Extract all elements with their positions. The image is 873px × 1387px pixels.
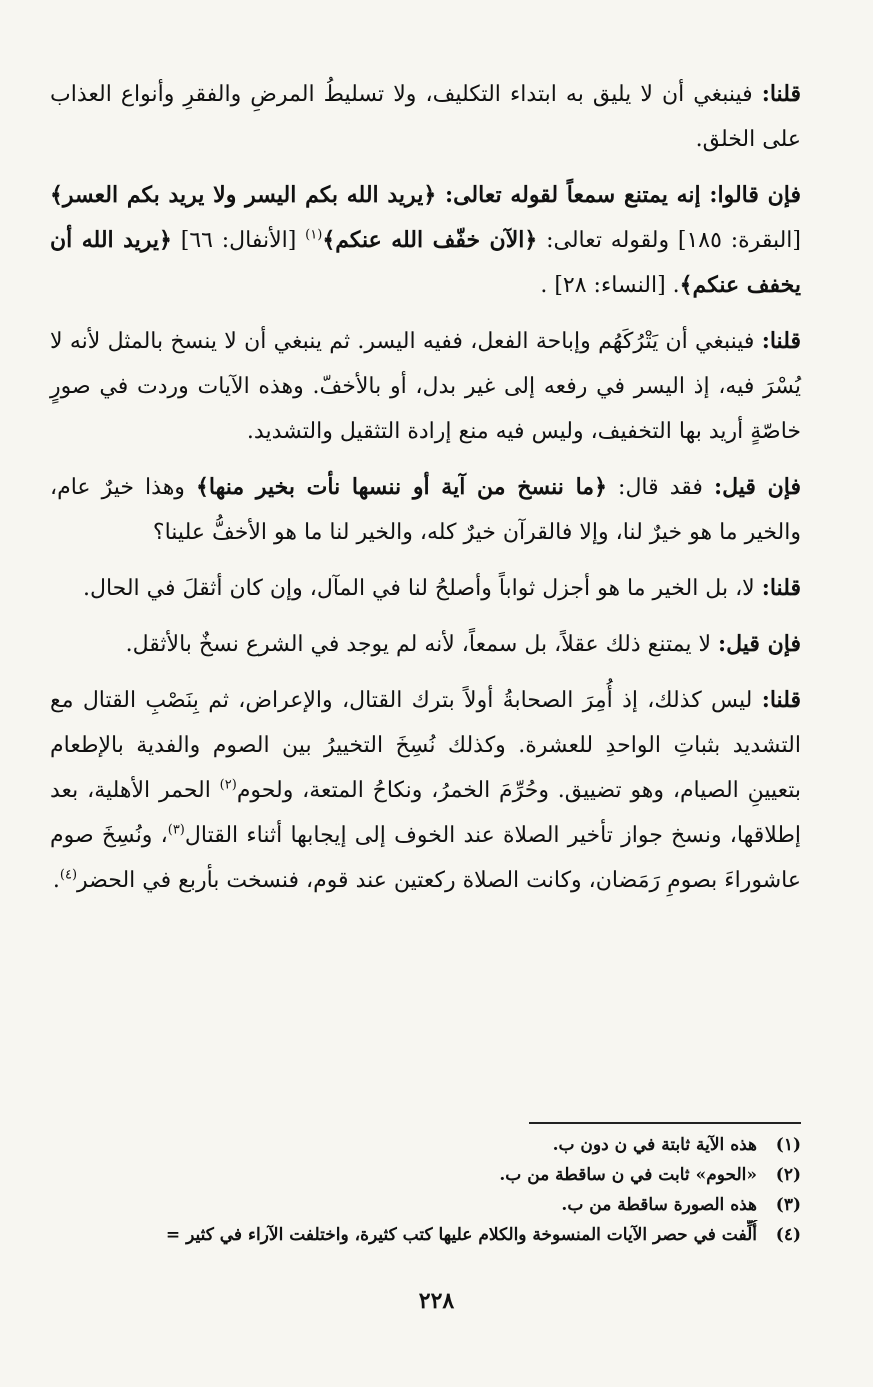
paragraph-6 — [50, 622, 801, 667]
footnote-ref-4[interactable]: (٤) — [59, 867, 78, 883]
paragraph-3 — [50, 319, 801, 454]
quran-quote: ﴿ما ننسخ من آية أو ننسها نأت بخير منها﴾ — [195, 474, 607, 500]
paragraph-text: [الأنفال: ٦٦] — [171, 228, 306, 253]
footnote-number: (٢) — [775, 1165, 801, 1185]
footnote-number: (٣) — [775, 1195, 801, 1215]
paragraph-text: . [النساء: ٢٨] . — [540, 273, 680, 298]
paragraph-text: فينبغي أن لا يليق به ابتداء التكليف، ولا تسليطُ المرضِ والفقرِ وأنواع العذاب على الخلق. — [50, 82, 801, 152]
footnote-text: هذه الصورة ساقطة من ب. — [561, 1195, 757, 1215]
paragraph-7 — [50, 678, 801, 903]
paragraph-text: ليس كذلك، إذ أُمِرَ الصحابةُ أولاً بترك القتال، والإعراض، ثم بِنَصْبِ القتال مع التشديد بثباتِ الواحدِ للعشرة. وكذلك نُسِخَ التخييرُ بين الصوم والفدية بالإطعام بتعيينِ الصيام، وهو تضييق. وحُرِّمَ الخمرُ، ونكاحُ المتعة، ولحوم — [50, 688, 802, 803]
paragraph-text: ، ونُسِخَ صوم عاشوراءَ بصومِ رَمَضان، وكانت الصلاة ركعتين عند قوم، فنسخت بأربع في الحضر — [50, 823, 801, 893]
paragraph-text: لا، بل الخير ما هو أجزل ثواباً وأصلحُ لنا في المآل، وإن كان أثقلَ في الحال. — [82, 576, 762, 601]
paragraph-text: فينبغي أن يَتْرُكَهُم وإباحة الفعل، ففيه اليسر. ثم ينبغي أن لا ينسخ بالمثل لأنه لا يُسْرَ فيه، إذ اليسر في رفعه إلى غير بدل، أو بالأخفّ. وهذه الآيات وردت في صورٍ خاصّةٍ أريد بها التخفيف، وليس فيه منع إرادة التثقيل والتشديد. — [50, 329, 801, 444]
footnote-number: (٤) — [775, 1225, 801, 1245]
paragraph-lead: قلنا: — [761, 328, 801, 354]
footnote-ref-2[interactable]: (٢) — [219, 777, 237, 793]
footnote-1 — [46, 1130, 801, 1160]
paragraph-text: [البقرة: ١٨٥] ولقوله تعالى: — [537, 228, 801, 253]
paragraph-4 — [50, 465, 801, 555]
paragraph-text: . — [52, 868, 60, 893]
footnote-4 — [46, 1220, 801, 1250]
footnote-divider — [529, 1122, 801, 1124]
quran-quote: ﴿يريد الله أن يخفف عنكم﴾ — [50, 227, 801, 298]
quran-quote: ﴿يريد الله بكم اليسر ولا يريد بكم العسر﴾ — [50, 182, 437, 208]
footnote-text: «الحوم» ثابت في ن ساقطة من ب. — [499, 1165, 757, 1185]
footnote-2 — [46, 1160, 801, 1190]
paragraph-5 — [50, 566, 801, 611]
paragraph-text: وهذا خيرٌ عام، والخير ما هو خيرٌ لنا، وإلا فالقرآن خيرٌ كله، والخير لنا ما هو الأخفُّ علينا؟ — [50, 475, 801, 545]
footnote-number: (١) — [775, 1135, 801, 1155]
footnotes — [46, 1130, 801, 1250]
footnote-3 — [46, 1190, 801, 1220]
paragraph-lead: قلنا: — [761, 575, 801, 601]
footnote-text: هذه الآية ثابتة في ن دون ب. — [552, 1135, 757, 1155]
paragraph-lead: فإن قيل: — [713, 474, 801, 500]
paragraph-lead: قلنا: — [761, 81, 801, 107]
footnote-text: أُلِّفت في حصر الآيات المنسوخة والكلام عليها كتب كثيرة، واختلفت الآراء في كثير = — [165, 1225, 757, 1245]
page-number: ٢٢٨ — [418, 1288, 455, 1314]
footnote-ref-3[interactable]: (٣) — [167, 822, 185, 838]
paragraph-text: لا يمتنع ذلك عقلاً، بل سمعاً، لأنه لم يوجد في الشرع نسخٌ بالأثقل. — [125, 632, 719, 657]
footnote-ref-1[interactable]: (١) — [305, 227, 323, 243]
quran-quote: ﴿الآن خفّف الله عنكم﴾ — [322, 227, 538, 253]
paragraph-1 — [50, 72, 801, 162]
paragraph-text: فقد قال: — [606, 475, 714, 500]
paragraph-text: الحمر الأهلية، بعد إطلاقها، ونسخ جواز تأخير الصلاة عند الخوف إلى إيجابها أثناء القتال — [50, 778, 801, 848]
paragraph-lead: فإن قالوا: — [709, 182, 802, 208]
paragraph-lead: قلنا: — [761, 687, 801, 713]
paragraph-2 — [50, 173, 801, 308]
main-text — [50, 72, 801, 903]
paragraph-lead: فإن قيل: — [718, 631, 801, 657]
paragraph-text: إنه يمتنع سمعاً لقوله تعالى: — [436, 182, 710, 208]
